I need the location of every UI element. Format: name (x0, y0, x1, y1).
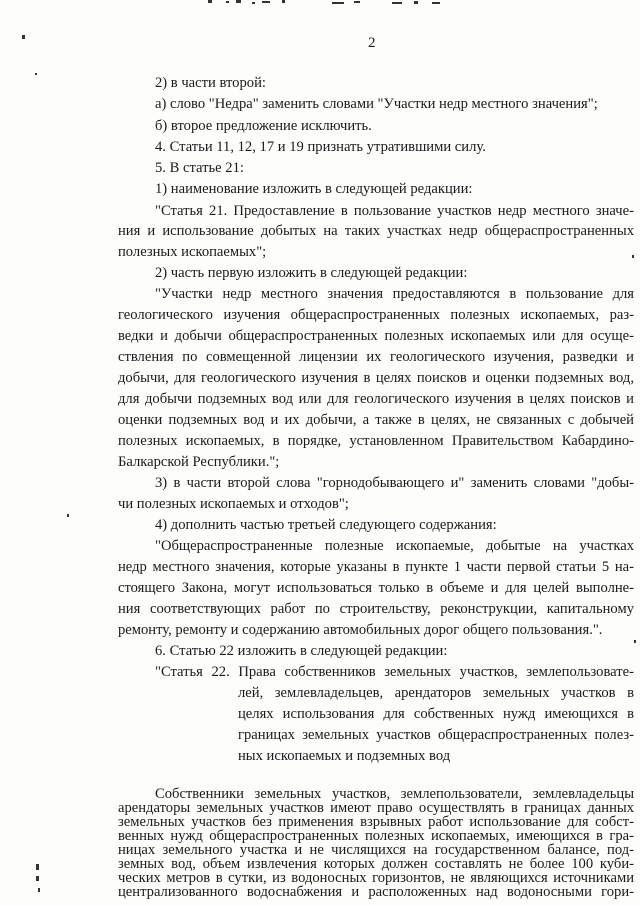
text-line: "Статья 21. Предоставление в пользование участков недр местного значе- (155, 203, 634, 219)
text-line: недр местного значения, которые указаны в пункте 1 части первой статьи 5 на- (118, 559, 634, 575)
text-line: ницах земельного участка и не числящихся на государственном балансе, под- (118, 842, 634, 858)
text-line: централизованного водоснабжения и расположенных над водоносными гори- (118, 884, 634, 900)
article-heading-line: "Статья 22. Права собственников земельных участков, землепользовате- (155, 664, 634, 680)
text-line: ведки и добычи общераспространенных полезных ископаемых или для осуще- (118, 328, 634, 344)
text-line: 2) в части второй: (155, 75, 266, 91)
text-line: чи полезных ископаемых и отходов"; (118, 496, 349, 512)
text-line: "Общераспространенные полезные ископаемые, добытые на участках (155, 538, 634, 554)
text-line: "Участки недр местного значения предоставляются в пользование для (155, 286, 634, 302)
text-line: ствления по совмещенной лицензии их геологического изучения, разведки и (118, 349, 634, 365)
text-line: венных нужд общераспространенных полезных ископаемых, имеющихся в гра- (118, 828, 634, 844)
text-line: арендаторы земельных участков имеют право осуществлять в границах данных (118, 800, 634, 816)
text-line: геологического изучения общераспространенных полезных ископаемых, раз- (118, 307, 634, 323)
text-line: 3) в части второй слова "горнодобывающего и" заменить словами "добы- (155, 475, 634, 491)
text-line: 1) наименование изложить в следующей редакции: (155, 181, 473, 197)
text-line: полезных ископаемых, в порядке, установленном Правительством Кабардино- (118, 433, 634, 449)
page-number: 2 (368, 35, 376, 51)
text-line: 2) часть первую изложить в следующей редакции: (155, 265, 468, 281)
article-heading-line: лей, землевладельцев, арендаторов земельных участков в (238, 685, 634, 701)
text-line: ческих метров в сутки, из водоносных горизонтов, не являющихся источниками (118, 870, 634, 886)
text-line: 6. Статью 22 изложить в следующей редакции: (155, 643, 448, 659)
text-line: ния соответствующих работ по строительству, реконструкции, капитальному (118, 601, 634, 617)
text-line: полезных ископаемых"; (118, 244, 267, 260)
text-line: а) слово "Недра" заменить словами "Участки недр местного значения"; (155, 96, 598, 112)
text-line: земельных участков без применения взрывных работ использование для собст- (118, 814, 634, 830)
article-heading-line: ных ископаемых и подземных вод (238, 748, 451, 764)
text-line: ремонту, ремонту и содержанию автомобильных дорог общего пользования.". (118, 622, 603, 638)
text-line: 4. Статьи 11, 12, 17 и 19 признать утратившими силу. (155, 139, 486, 155)
text-line: для добычи подземных вод или для геологического изучения в целях поисков и (118, 391, 634, 407)
article-heading-line: границах земельных участков общераспространенных полез- (238, 727, 634, 743)
text-line: Балкарской Республики."; (118, 454, 280, 470)
text-line: ния и использование добытых на таких участках недр общераспространенных (118, 223, 634, 239)
text-line: оценки подземных вод и их добычи, а также в целях, не связанных с добычей (118, 412, 634, 428)
text-line: б) второе предложение исключить. (155, 118, 372, 134)
text-line: 5. В статье 21: (155, 160, 244, 176)
text-line: Собственники земельных участков, землепользователи, землевладельцы (155, 786, 634, 802)
text-line: добычи, для геологического изучения в целях поисков и оценки подземных вод, (118, 370, 634, 386)
article-heading-line: целях использования для собственных нужд имеющихся в (238, 706, 634, 722)
text-line: 4) дополнить частью третьей следующего содержания: (155, 517, 497, 533)
text-line: стоящего Закона, могут использоваться только в объеме и для целей выполне- (118, 580, 634, 596)
text-line: земных вод, объем извлечения которых должен составлять не более 100 куби- (118, 856, 634, 872)
